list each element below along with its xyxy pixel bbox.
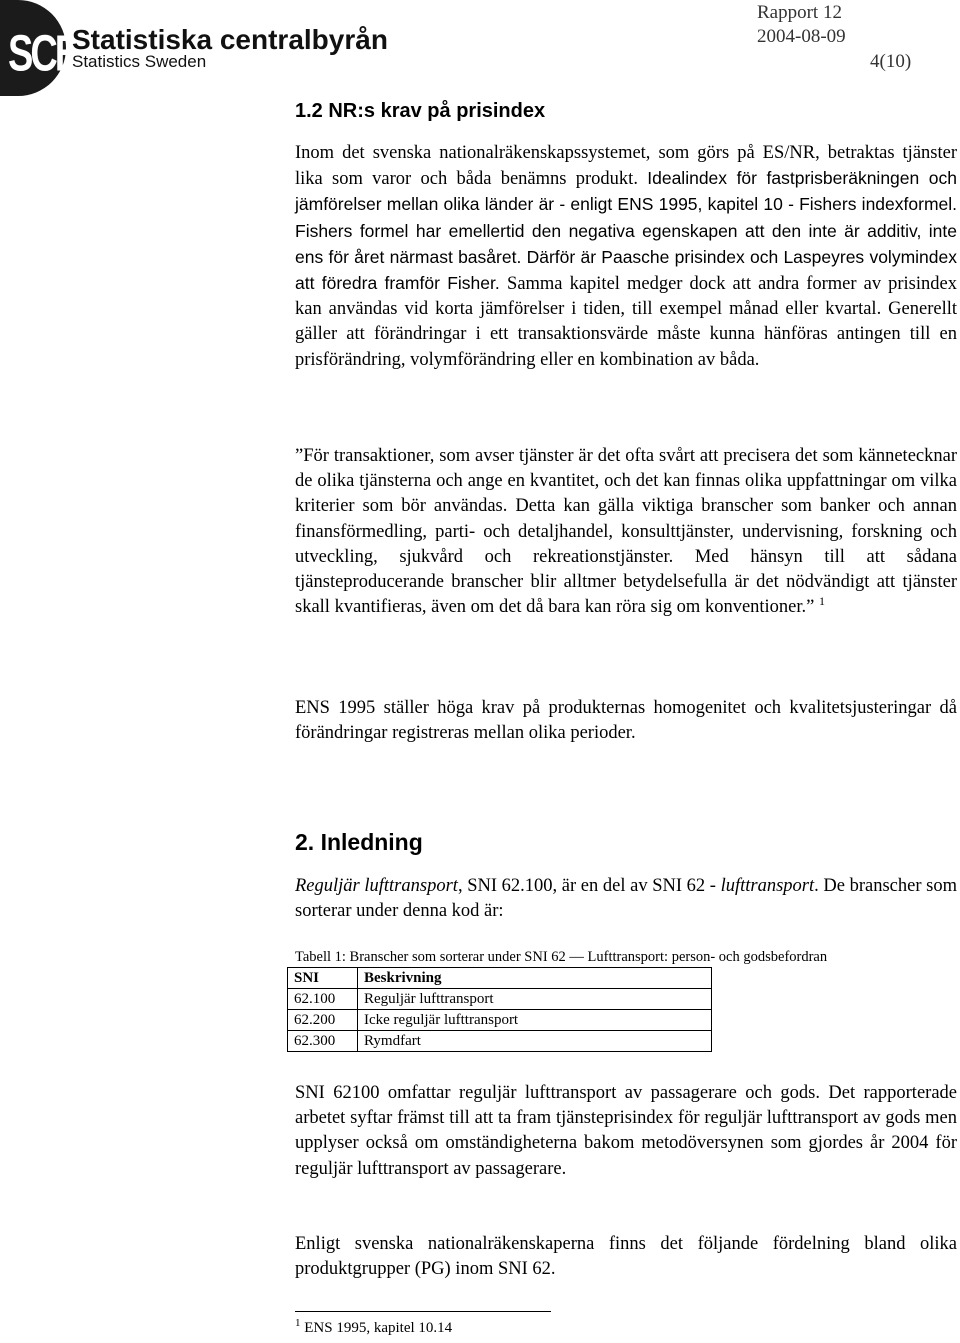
table-row [288, 1031, 712, 1052]
scb-logo-mark [0, 0, 80, 96]
table-row [288, 1010, 712, 1031]
quote-text: ”För transaktioner, som avser tjänster är det ofta svårt att precisera det som kännetecknar de olika tjänsterna och ange en kvantitet, och det kan finnas olika uppfattningar om vilka kriterier som bör användas. Detta kan gälla viktiga branscher som banker och annan finansförmedling, parti- och detaljhandel, konsulttjänster, undervisning, forskning och utveckling, sjukvård och rekreationstjänster. Med hänsyn till att sådana tjänsteproducerande branscher blir alltmer betydelsefulla är det nödvändigt att tjänster skall kvantifieras, även om det då bara kan röra sig om konventioner.” [295, 446, 957, 618]
table-caption: Tabell 1: Branscher som sorterar under SNI 62 — Lufttransport: person- och godsbefordran [295, 949, 828, 965]
table-header-row [288, 968, 712, 989]
table-cell-description: Icke reguljär lufttransport [358, 1010, 712, 1031]
paragraph-text-sans: Idealindex för fastprisberäkningen och jämförelser mellan olika länder är - enligt ENS 1995, kapitel 10 - Fishers indexformel. Fishers formel har emellertid den negativa egenskapen att den inte är additiv, inte ens för året närmast basåret. Därför är Paasche prisindex och Laspeyres volymindex att föredra framför Fisher. [295, 168, 957, 294]
footnote [295, 1317, 453, 1337]
org-name-en: Statistics Sweden [72, 52, 207, 71]
scb-logo [0, 0, 440, 96]
org-name: Statistiska centralbyrån [72, 24, 388, 55]
report-date: 2004-08-09 [757, 26, 846, 47]
table-cell-description: Reguljär lufttransport [358, 989, 712, 1010]
table-cell-code: 62.300 [288, 1031, 358, 1052]
footnote-number: 1 [295, 1317, 301, 1329]
paragraph-text: , SNI 62.100, är en del av SNI 62 - [457, 876, 721, 896]
table-cell-code: 62.200 [288, 1010, 358, 1031]
term-reguljar-lufttransport: Reguljär lufttransport [295, 876, 458, 896]
section-heading-nr-krav: 1.2 NR:s krav på prisindex [295, 100, 546, 122]
footnote-divider [295, 1311, 551, 1312]
scb-logo-letters: SCB [8, 26, 80, 83]
table-cell-code: 62.100 [288, 989, 358, 1010]
term-lufttransport: lufttransport [720, 876, 815, 896]
footnote-text: ENS 1995, kapitel 10.14 [300, 1320, 453, 1336]
section-heading-inledning: 2. Inledning [295, 829, 423, 855]
paragraph-text: Inom det svenska nationalräkenskapssystemet, som görs på ES/NR, betraktas tjänster lika som varor och båda benämns produkt. [295, 143, 957, 190]
paragraph-text: Samma kapitel medger dock att andra former av prisindex kan användas vid korta jämförelser i tiden, till exempel månad eller kvartal. Generellt gäller att förändringar i ett transaktionsvärde måste kunna hänföras antingen till en prisförändring, volymförändring eller en kombination av båda. [295, 274, 957, 370]
paragraph-text: . De branscher som sorterar under denna kod är: [295, 876, 957, 922]
paragraph-fordelning: Enligt svenska nationalräkenskaperna finns det följande fördelning bland olika produktgrupper (PG) inom SNI 62. [295, 1234, 957, 1280]
table-cell-description: Rymdfart [358, 1031, 712, 1052]
table-header-beskrivning: Beskrivning [358, 968, 712, 989]
quote-paragraph [295, 444, 957, 620]
paragraph-sni-62100: SNI 62100 omfattar reguljär lufttransport av passagerare och gods. Det rapporterade arbetet syftar främst till att ta fram tjänsteprisindex för reguljär lufttransport av gods men upplyser också om omständigheterna bakom metodöversynen som gjordes år 2004 för reguljär lufttransport av passagerare. [295, 1083, 957, 1179]
paragraph-ens-krav: ENS 1995 ställer höga krav på produkternas homogenitet och kvalitetsjusteringar då förändringar registreras mellan olika perioder. [295, 698, 957, 744]
table-header-sni: SNI [288, 968, 358, 989]
paragraph-inledning [295, 874, 957, 924]
page-number: 4(10) [870, 51, 912, 72]
paragraph-nr-krav [295, 141, 957, 373]
table-row [288, 989, 712, 1010]
footnote-ref[interactable]: 1 [819, 594, 825, 609]
report-label: Rapport 12 [757, 2, 842, 23]
sni-table [287, 967, 712, 1052]
